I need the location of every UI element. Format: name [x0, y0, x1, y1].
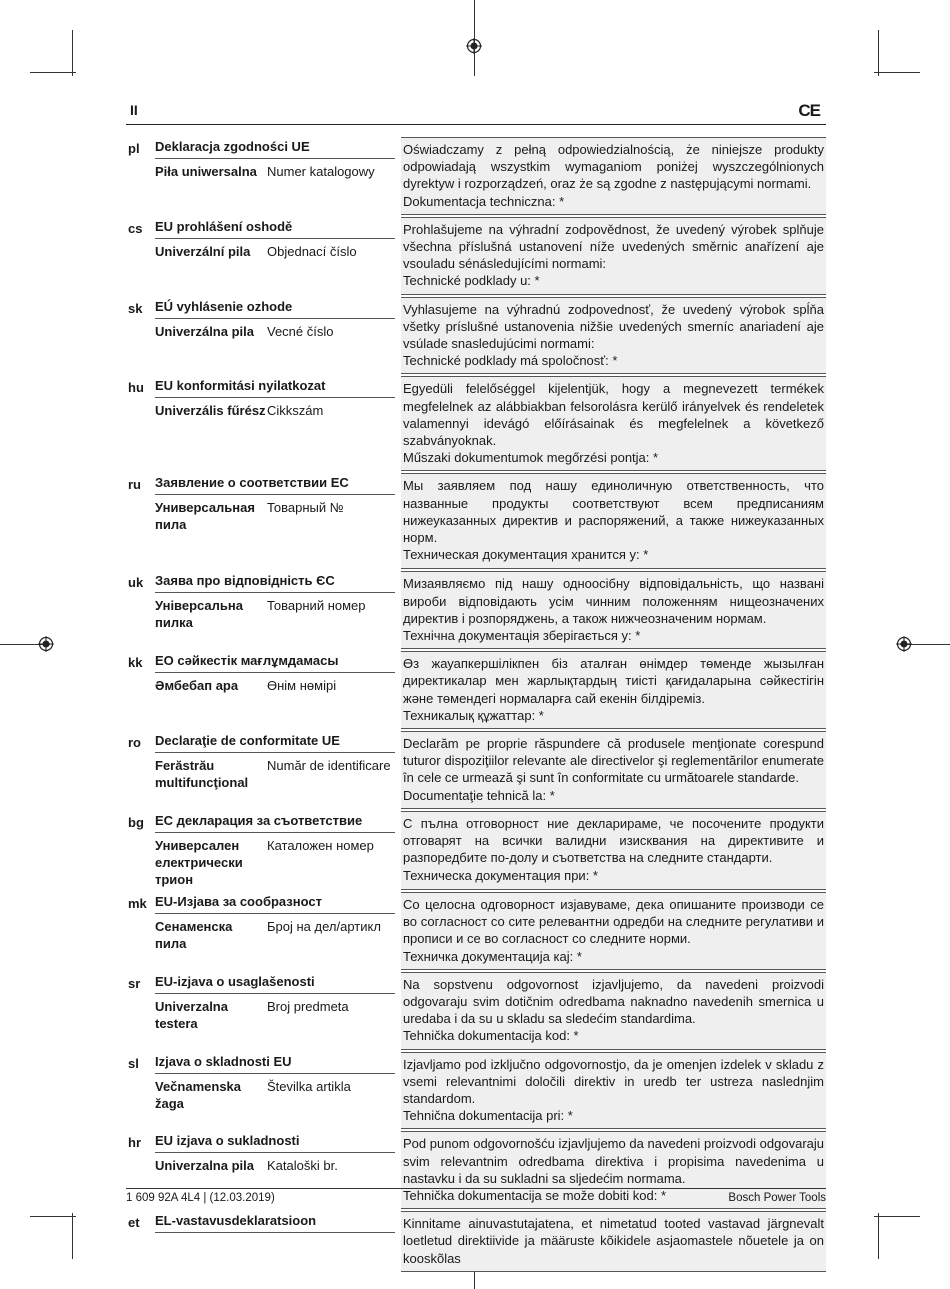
- product-line: [155, 994, 395, 1032]
- declaration-text-box: [401, 731, 826, 809]
- technical-doc-line: Техническа документация при: *: [403, 867, 598, 883]
- product-line: [155, 593, 395, 631]
- declaration-row-hu: [126, 374, 826, 471]
- declaration-left-col: [155, 970, 399, 1050]
- crop-mark: [30, 1216, 76, 1217]
- product-name: Univerzális fűrész: [155, 403, 266, 419]
- product-name: Універсальна пилка: [155, 598, 243, 631]
- product-line: [155, 753, 395, 791]
- product-name: Әмбебап ара: [155, 678, 239, 694]
- declaration-title: Заява про відповідність ЄС: [155, 569, 395, 593]
- declaration-text-box: [401, 1052, 826, 1130]
- declaration-left-col: [155, 215, 399, 295]
- number-label: Број на дел/артикл: [267, 918, 381, 934]
- product-name: Večnamenska žaga: [155, 1078, 242, 1111]
- page-header: [126, 100, 826, 125]
- declaration-row-sk: [126, 295, 826, 375]
- declaration-text: Мы заявляем под нашу единоличную ответственность, что названные продукты соответствуют всем предписаниям нижеуказанных директив и распоряжений, а также нижеуказанных норм.: [403, 478, 824, 546]
- declaration-title: EÚ vyhlásenie ozhode: [155, 295, 395, 319]
- declaration-row-bg: [126, 809, 826, 890]
- number-label: Каталожен номер: [267, 837, 374, 853]
- number-label: Număr de identificare: [267, 758, 391, 774]
- declaration-title: EL-vastavusdeklaratsioon: [155, 1209, 395, 1233]
- product-name: Универсален електрически трион: [155, 837, 243, 887]
- crop-mark: [878, 30, 879, 76]
- declaration-text: Мизаявляємо під нашу одноосібну відповідальність, що названі вироби відповідають усім чинним положенням нищеозначених директив і розпоряджень, а також нижчеозначеним нормам.: [403, 576, 824, 626]
- declaration-text-box: [401, 651, 826, 729]
- product-line: [155, 159, 395, 180]
- declaration-text: Vyhlasujeme na výhradnú zodpovednosť, že uvedený výrobok spĺňa všetky príslušné ustanovenia nižšie uvedených smerníc anariadení aje vsúlade snasledujúcimi normami:: [403, 301, 824, 352]
- number-label: Cikkszám: [267, 403, 324, 419]
- number-label: Objednací číslo: [267, 243, 357, 259]
- declaration-left-col: [155, 890, 399, 970]
- declaration-text-box: [401, 473, 826, 569]
- declaration-left-col: [155, 809, 399, 890]
- number-label: Vecné číslo: [267, 323, 334, 339]
- number-label: Товарний номер: [267, 598, 366, 614]
- technical-doc-line: Dokumentacja techniczna: *: [403, 193, 565, 209]
- declaration-title: Deklaracja zgodności UE: [155, 135, 395, 159]
- declaration-text: Egyedüli felelőséggel kijelentjük, hogy a megnevezett termékek megfelelnek az alábbiakban felsorolásra kerülő irányelvek és rendeletek valamennyi idevágó előírásainak és megfelelnek a következő szabványoknak.: [403, 381, 824, 449]
- declaration-title: EU prohlášení oshodě: [155, 215, 395, 239]
- technical-doc-line: Documentaţie tehnică la: *: [403, 787, 555, 803]
- product-name: Univerzalna testera: [155, 998, 228, 1031]
- registration-mark-icon: [466, 38, 482, 54]
- language-code: sk: [128, 300, 143, 316]
- technical-doc-line: Техникалық құжаттар: *: [403, 707, 544, 723]
- product-line: [155, 1233, 395, 1237]
- document-code: 1 609 92A 4L4 | (12.03.2019): [126, 1192, 275, 1204]
- declaration-row-cs: [126, 215, 826, 295]
- declaration-text: Өз жауапкершілікпен біз аталған өнімдер төменде жызылған директикалар мен жарлықтардың тиісті қағидаларына сәйкестігін және төмендегі нормаларға сай екенін білдіреміз.: [403, 656, 824, 706]
- declaration-text: Kinnitame ainuvastutajatena, et nimetatud tooted vastavad järgnevalt loetletud direktiivide ja määruste kõikidele asjaomastele nõuetele ja on kooskõlas: [403, 1216, 824, 1266]
- technical-doc-line: Műszaki dokumentumok megőrzési pontja: *: [403, 450, 659, 466]
- declaration-title: Заявление о соответствии ЕС: [155, 471, 395, 495]
- declaration-title: Izjava o skladnosti EU: [155, 1050, 395, 1074]
- product-name: Univerzální pila: [155, 243, 251, 259]
- declaration-title: ЕО сәйкестік мағлұмдамасы: [155, 649, 395, 673]
- declaration-row-mk: [126, 890, 826, 970]
- language-code: hu: [128, 380, 144, 396]
- declaration-row-sr: [126, 970, 826, 1050]
- declaration-left-col: [155, 295, 399, 375]
- declaration-text: Со целосна одговорност изјавуваме, дека опишаните производи се во согласност со сите релевантни одредби на следните регулативи и прописи и се во согласност со следните норми.: [403, 896, 824, 947]
- declaration-text: С пълна отговорност ние декларираме, че посочените продукти отговарят на всички валидни изисквания на директивите и разпоредбите по-долу и съответства на следните стандарти.: [403, 815, 824, 866]
- declaration-table: [126, 135, 826, 1272]
- number-label: Товарный №: [267, 500, 344, 516]
- declaration-row-pl: [126, 135, 826, 215]
- declaration-text-box: [401, 972, 826, 1050]
- product-line: [155, 495, 395, 533]
- declaration-text-box: [401, 1211, 826, 1272]
- declaration-title: EU-izjava o usaglašenosti: [155, 970, 395, 994]
- declaration-title: Declaraţie de conformitate UE: [155, 729, 395, 753]
- language-code: kk: [128, 655, 143, 671]
- declaration-row-ru: [126, 471, 826, 569]
- language-code: sr: [128, 975, 141, 991]
- declaration-left-col: [155, 1209, 399, 1272]
- crop-mark: [874, 72, 920, 73]
- ce-mark-icon: CE: [798, 101, 820, 120]
- language-code: pl: [128, 141, 140, 156]
- declaration-row-kk: [126, 649, 826, 729]
- page-footer: [126, 1188, 826, 1204]
- number-label: Broj predmeta: [267, 998, 349, 1014]
- technical-doc-line: Tehnička dokumentacija kod: *: [403, 1028, 579, 1044]
- registration-mark-icon: [38, 636, 54, 652]
- declaration-text: Oświadczamy z pełną odpowiedzialnością, że niniejsze produkty odpowiadają wszystkim wymaganiom poniżej wyszczególnionych dyrektyw i rozporządzeń, oraz że są zgodne z następującymi normami.: [403, 142, 824, 192]
- product-line: [155, 914, 395, 952]
- declaration-left-col: [155, 569, 399, 649]
- language-code: hr: [128, 1135, 141, 1151]
- declaration-title: ЕС декларация за съответствие: [155, 809, 395, 833]
- product-line: [155, 1074, 395, 1112]
- product-line: [155, 673, 395, 694]
- crop-mark: [30, 72, 76, 73]
- technical-doc-line: Технічна документація зберігається у: *: [403, 628, 641, 644]
- number-label: Številka artikla: [267, 1078, 351, 1094]
- declaration-text-box: [401, 137, 826, 215]
- declaration-title: EU izjava o sukladnosti: [155, 1129, 395, 1153]
- declaration-text-box: [401, 571, 826, 649]
- number-label: Өнім нөмірі: [267, 678, 337, 694]
- declaration-text: Na sopstvenu odgovornost izjavljujemo, da navedeni proizvodi odgovaraju svim dotičnim odredbama naknadno navedenih smernica u uredaba i da su u skladu sa sledećim standardima.: [403, 976, 824, 1027]
- product-name: Сенаменска пила: [155, 918, 233, 951]
- declaration-text-box: [401, 892, 826, 970]
- language-code: bg: [128, 814, 144, 830]
- declaration-row-ro: [126, 729, 826, 809]
- declaration-left-col: [155, 1050, 399, 1130]
- product-name: Univerzalna pila: [155, 1158, 254, 1174]
- declaration-text: Prohlašujeme na výhradní zodpovědnost, že uvedený výrobek splňuje všechna příslušná ustanovení níže uvedených směrnic anařízení aje vsouladu sénásledujícími normami:: [403, 221, 824, 272]
- language-code: cs: [128, 220, 143, 236]
- technical-doc-line: Техническая документация хранится у: *: [403, 547, 649, 563]
- declaration-row-et: [126, 1209, 826, 1272]
- page-number: II: [130, 102, 138, 118]
- product-name: Univerzálna pila: [155, 323, 254, 339]
- product-line: [155, 398, 395, 419]
- brand-name: Bosch Power Tools: [728, 1192, 826, 1204]
- crop-mark: [72, 30, 73, 76]
- product-name: Универсальная пила: [155, 500, 255, 533]
- registration-mark-icon: [896, 636, 912, 652]
- declaration-left-col: [155, 729, 399, 809]
- product-line: [155, 239, 395, 260]
- declaration-text-box: [401, 217, 826, 295]
- declaration-title: EU-Изјава за сообразност: [155, 890, 395, 914]
- product-line: [155, 319, 395, 340]
- technical-doc-line: Tehnična dokumentacija pri: *: [403, 1108, 573, 1124]
- declaration-text-box: [401, 297, 826, 375]
- product-name: Piła uniwersalna: [155, 164, 257, 179]
- declaration-row-sl: [126, 1050, 826, 1130]
- language-code: et: [128, 1215, 140, 1231]
- product-line: [155, 1153, 395, 1174]
- declaration-title: EU konformitási nyilatkozat: [155, 374, 395, 398]
- number-label: Numer katalogowy: [267, 164, 375, 179]
- technical-doc-line: Техничка документација кај: *: [403, 948, 582, 964]
- declaration-left-col: [155, 135, 399, 215]
- technical-doc-line: Technické podklady má spoločnosť: *: [403, 353, 618, 369]
- product-line: [155, 833, 395, 888]
- number-label: Kataloški br.: [267, 1158, 338, 1174]
- product-name: Ferăstrău multifuncţional: [155, 758, 249, 791]
- language-code: uk: [128, 575, 144, 591]
- declaration-text: Pod punom odgovornošću izjavljujemo da navedeni proizvodi odgovaraju svim relevantnim odredbama direktiva i propisima navedenima u nastavku i da su sukladni sa sljedećim normama.: [403, 1136, 824, 1186]
- technical-doc-line: Technické podklady u: *: [403, 273, 540, 289]
- declaration-text-box: [401, 811, 826, 890]
- declaration-left-col: [155, 649, 399, 729]
- crop-mark: [878, 1213, 879, 1259]
- declaration-text: Izjavljamo pod izključno odgovornostjo, da je omenjen izdelek v skladu z vsemi relevantnimi določili direktiv in uredb ter ustreza naslednjim standardom.: [403, 1056, 824, 1106]
- language-code: sl: [128, 1055, 139, 1071]
- declaration-row-uk: [126, 569, 826, 649]
- technical-doc-line: Tehnička dokumentacija se može dobiti kod: *: [403, 1187, 667, 1203]
- language-code: mk: [128, 895, 147, 911]
- language-code: ro: [128, 735, 141, 751]
- crop-mark: [72, 1213, 73, 1259]
- declaration-left-col: [155, 374, 399, 471]
- crop-mark: [874, 1216, 920, 1217]
- declaration-text: Declarăm pe proprie răspundere că produsele menţionate corespund tuturor dispoziţiilor relevante ale directivelor şi reglementărilor enumerate în cele ce urmează şi sunt în conformitate cu următoarele standarde.: [403, 736, 824, 786]
- language-code: ru: [128, 477, 141, 493]
- declaration-left-col: [155, 471, 399, 569]
- declaration-text-box: [401, 376, 826, 471]
